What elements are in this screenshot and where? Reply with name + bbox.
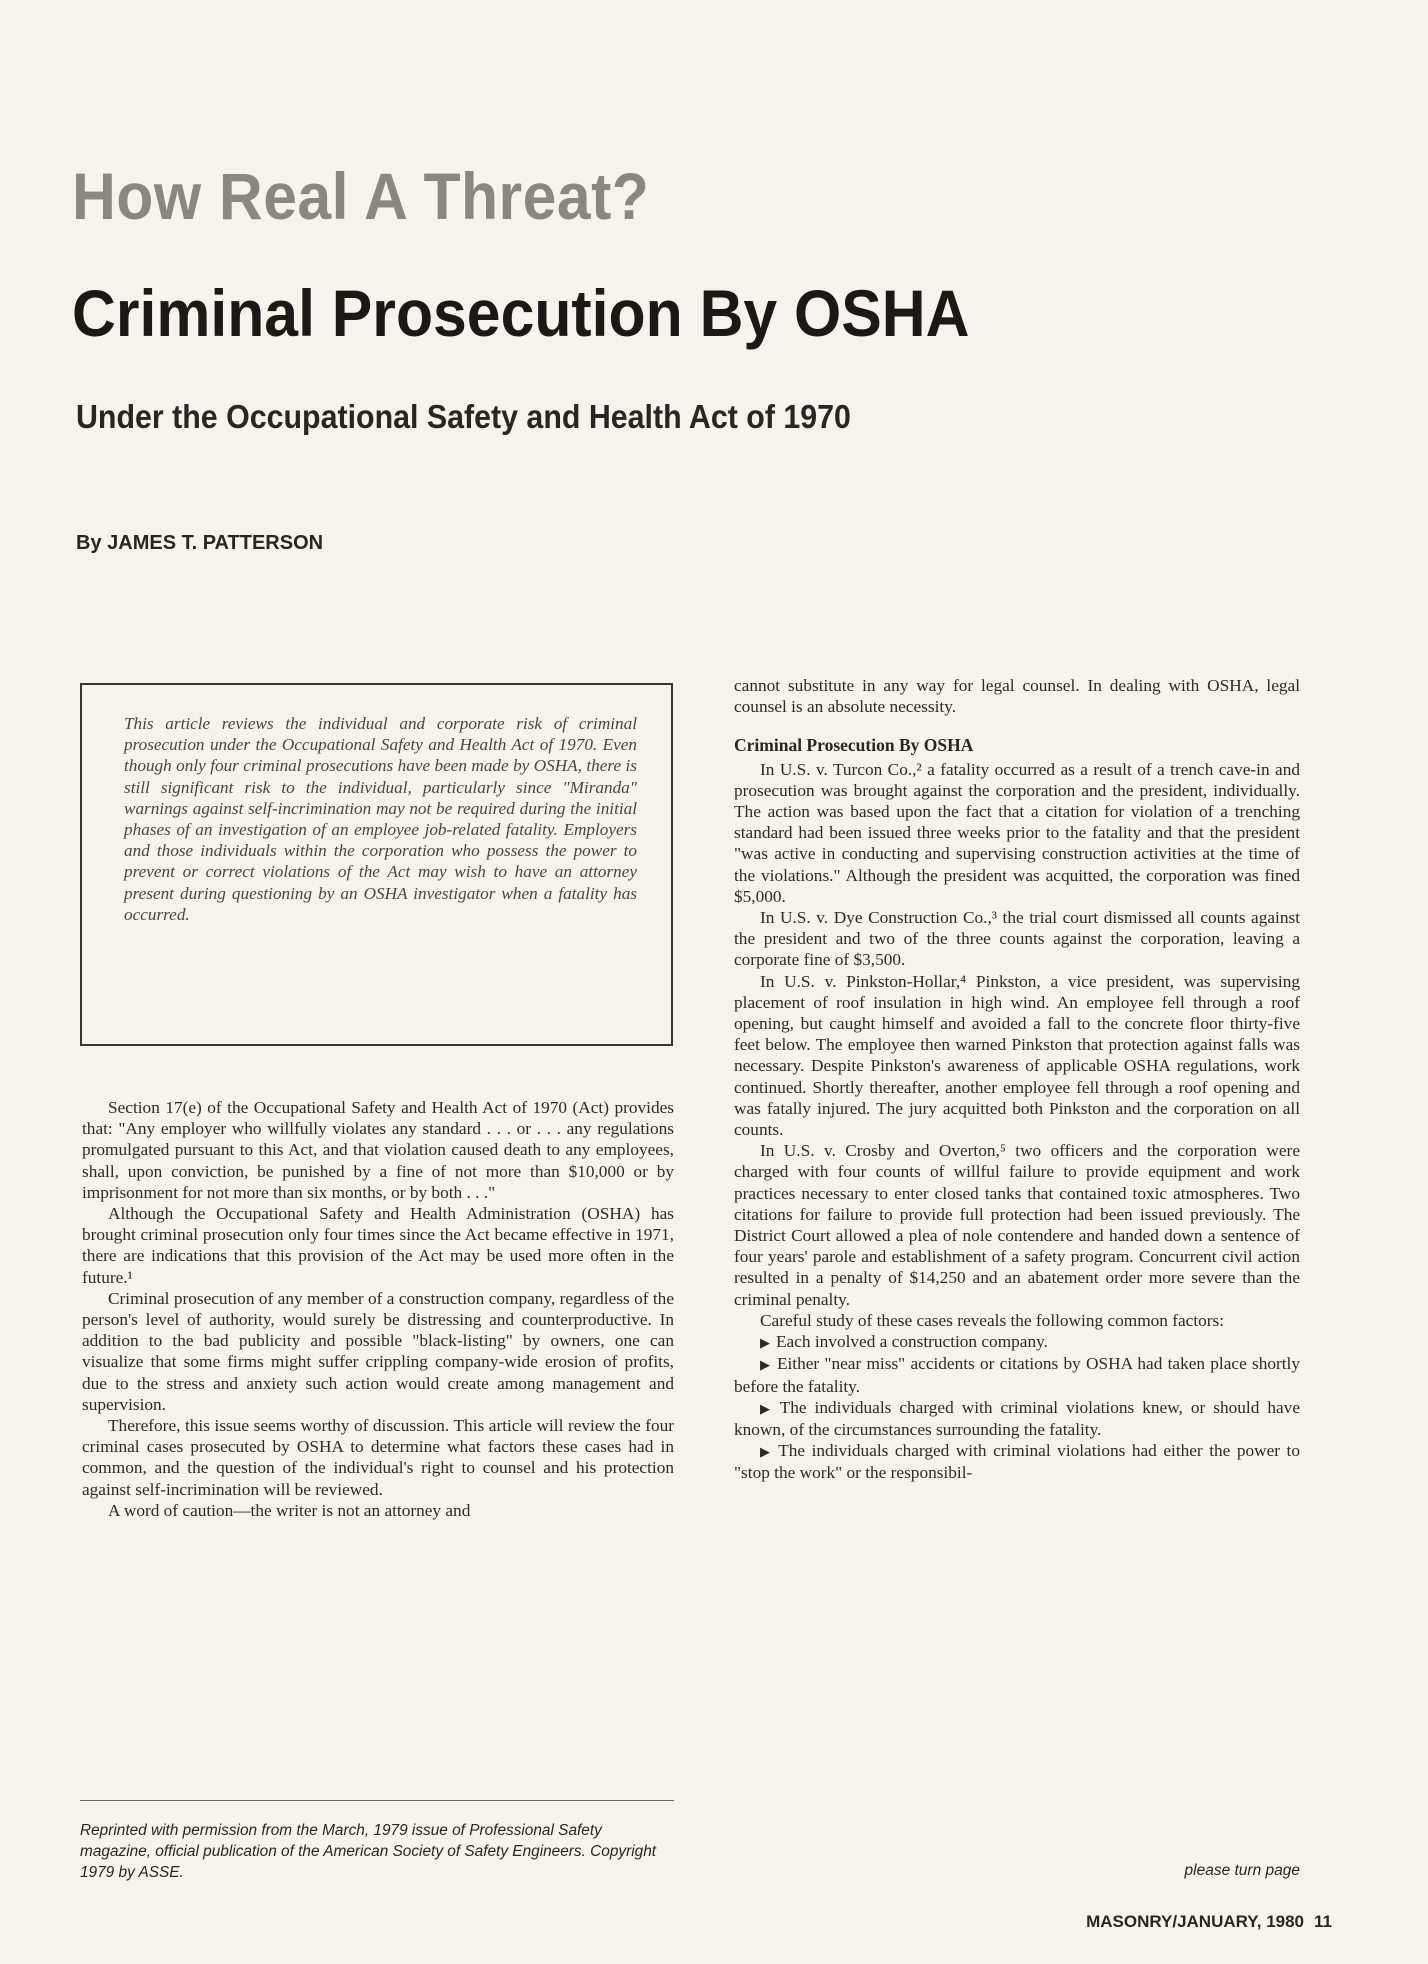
list-item-text: The individuals charged with criminal violations had either the power to "stop the work" or the responsibil- (734, 1441, 1300, 1483)
list-item (734, 1331, 1300, 1353)
right-column (734, 675, 1300, 1484)
triangle-bullet-icon: ▶ (760, 1357, 771, 1373)
case-paragraph: In U.S. v. Crosby and Overton,⁵ two officers and the corporation were charged with four counts of willful failure to provide equipment and work practices necessary to enter closed tanks that contained toxic atmospheres. Two citations for failure to provide full protection had been issued previously. The District Court allowed a plea of nole contendere and handed down a sentence of four years' parole and establishment of a safety program. Concurrent civil action resulted in a penalty of $14,250 and an abatement order more severe than the criminal penalty. (734, 1141, 1300, 1309)
abstract-text: This article reviews the individual and corporate risk of criminal prosecution under the Occupational Safety and Health Act of 1970. Even though only four criminal prosecutions have been made by OSHA, there is still significant risk to the individual, particularly since "Miranda" warnings against self-incrimination may not be required during the initial phases of an investigation of an employee job-related fatality. Employers and those individuals within the corporation who possess the power to prevent or correct violations of the Act may wish to have an attorney present during questioning by an OSHA investigator when a fatality has occurred. (124, 714, 637, 924)
byline: By JAMES T. PATTERSON (76, 532, 324, 554)
case-paragraph: In U.S. v. Turcon Co.,² a fatality occurred as a result of a trench cave-in and prosecution was brought against the corporation and the president, individually. The action was based upon the fact that a citation for violation of a trenching standard had been issued three weeks prior to the fatality and that the president "was active in conducting and supervising construction activities at the time of the violations." Although the president was acquitted, the corporation was fined $5,000. (734, 759, 1300, 906)
reprint-note: Reprinted with permission from the March, 1979 issue of Professional Safety magazine, official publication of the American Society of Safety Engineers. Copyright 1979 by ASSE. (80, 1822, 657, 1881)
triangle-bullet-icon: ▶ (760, 1444, 773, 1460)
case-paragraph: Careful study of these cases reveals the following common factors: (760, 1310, 1225, 1330)
list-item-text: Either "near miss" accidents or citations by OSHA had taken place shortly before the fatality. (734, 1354, 1300, 1396)
body-paragraph: Although the Occupational Safety and Health Administration (OSHA) has brought criminal prosecution only four times since the Act became effective in 1971, there are indications that this provision of the Act may be used more often in the future.¹ (82, 1204, 674, 1287)
list-item (734, 1440, 1300, 1483)
body-paragraph: Therefore, this issue seems worthy of discussion. This article will review the four criminal cases prosecuted by OSHA to determine what factors these cases had in common, and the question of the individual's right to counsel and his protection against self-incrimination will be reviewed. (82, 1416, 674, 1499)
subtitle: Under the Occupational Safety and Health Act of 1970 (76, 398, 851, 435)
magazine-issue: MASONRY/JANUARY, 1980 (1086, 1912, 1305, 1931)
body-paragraph: A word of caution—the writer is not an attorney and (108, 1500, 471, 1520)
page-number: 11 (1314, 1912, 1332, 1931)
case-paragraph: In U.S. v. Dye Construction Co.,³ the trial court dismissed all counts against the president and two of the three counts against the corporation, leaving a corporate fine of $3,500. (734, 908, 1300, 970)
continuation-paragraph: cannot substitute in any way for legal counsel. In dealing with OSHA, legal counsel is an absolute necessity. (734, 676, 1300, 717)
list-item-text: The individuals charged with criminal violations knew, or should have known, of the circumstances surrounding the fatality. (734, 1397, 1300, 1439)
list-item-text: Each involved a construction company. (776, 1332, 1048, 1352)
page-footer (1086, 1912, 1332, 1932)
section-heading: Criminal Prosecution By OSHA (734, 735, 974, 756)
title-line-2: Criminal Prosecution By OSHA (72, 276, 970, 350)
abstract-box (80, 683, 673, 1046)
turn-page-note: please turn page (1184, 1862, 1300, 1879)
list-item (734, 1353, 1300, 1396)
left-column (82, 1097, 674, 1521)
triangle-bullet-icon: ▶ (760, 1400, 774, 1416)
case-paragraph: In U.S. v. Pinkston-Hollar,⁴ Pinkston, a vice president, was supervising placement of roof insulation in high wind. An employee fell through a roof opening, but caught himself and avoided a fall to the concrete floor thirty-five feet below. The employee then warned Pinkston that protection against falls was necessary. Despite Pinkston's awareness of applicable OSHA regulations, work continued. Shortly thereafter, another employee fell through a roof opening and was fatally injured. The jury acquitted both Pinkston and the corporation on all counts. (734, 971, 1300, 1140)
body-paragraph: Criminal prosecution of any member of a construction company, regardless of the person's level of authority, would surely be distressing and counterproductive. In addition to the bad publicity and possible "black-listing" by owners, one can visualize that some firms might suffer crippling company-wide erosion of profits, due to the stress and anxiety such action would create among management and supervision. (82, 1288, 674, 1414)
title-line-1: How Real A Threat? (72, 159, 650, 233)
footnote-divider (80, 1800, 674, 1801)
triangle-bullet-icon: ▶ (760, 1335, 770, 1351)
list-item (734, 1397, 1300, 1440)
body-paragraph: Section 17(e) of the Occupational Safety and Health Act of 1970 (Act) provides that: "Any employer who willfully violates any standard . . . or . . . any regulations promulgated pursuant to this Act, and that violation caused death to any employees, shall, upon conviction, be punished by a fine of not more than $10,000 or by imprisonment for not more than six months, or by both . . ." (82, 1098, 674, 1202)
